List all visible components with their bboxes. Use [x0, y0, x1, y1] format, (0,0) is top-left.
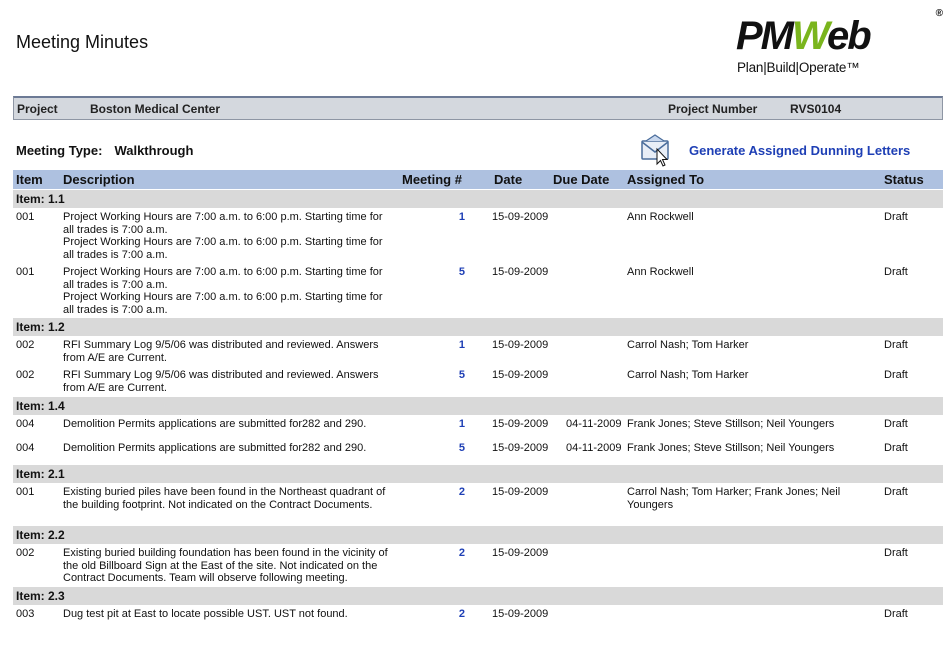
group-header: Item: 1.2: [13, 318, 943, 336]
row-description: Dug test pit at East to locate possible UST. UST not found.: [63, 608, 348, 620]
row-status: Draft: [884, 486, 908, 498]
row-meeting-link[interactable]: 5: [458, 442, 465, 454]
row-date: 15-09-2009: [492, 547, 549, 559]
row-item: 002: [16, 547, 35, 559]
group-header: Item: 2.2: [13, 526, 943, 544]
col-assigned-to: Assigned To: [627, 172, 705, 187]
col-status: Status: [884, 172, 924, 187]
row-assigned-to: Carrol Nash; Tom Harker: [627, 339, 749, 351]
logo-tagline: Plan|Build|Operate™: [737, 60, 860, 75]
row-date: 15-09-2009: [492, 442, 549, 454]
row-due-date: 04-11-2009: [566, 418, 622, 430]
row-description: Project Working Hours are 7:00 a.m. to 6:00 p.m. Starting time for all trades is 7:00 a.m. Project Working Hours are 7:00 a.m. to 6:00 p.m. Starting time for all trades is 7:00 a.m.: [63, 266, 383, 316]
project-info-bar: [13, 96, 943, 120]
row-item: 004: [16, 442, 35, 454]
row-status: Draft: [884, 369, 908, 381]
row-assigned-to: Frank Jones; Steve Stillson; Neil Youngers: [627, 418, 835, 430]
row-date: 15-09-2009: [492, 266, 549, 278]
row-assigned-to: Ann Rockwell: [627, 266, 694, 278]
group-header: Item: 2.3: [13, 587, 943, 605]
row-item: 001: [16, 266, 35, 278]
meeting-type: [16, 143, 193, 158]
page-title: Meeting Minutes: [16, 32, 149, 52]
row-status: Draft: [884, 211, 908, 223]
row-status: Draft: [884, 339, 908, 351]
table-column-header: [13, 170, 943, 189]
pmweb-logo: [733, 8, 945, 80]
row-meeting-link[interactable]: 2: [458, 608, 465, 620]
row-date: 15-09-2009: [492, 211, 549, 223]
project-name: Boston Medical Center: [90, 102, 221, 116]
row-assigned-to: Carrol Nash; Tom Harker; Frank Jones; Neil Youngers: [627, 486, 841, 511]
row-status: Draft: [884, 442, 908, 454]
logo-wordmark: PMWeb: [736, 14, 870, 58]
row-item: 001: [16, 486, 35, 498]
row-description: Existing buried building foundation has been found in the vicinity of the old Billboard Sign at the East of the site. Not indicated on the Contract Documents. Team will observe following meeting.: [63, 547, 388, 584]
row-description: Demolition Permits applications are submitted for282 and 290.: [63, 418, 367, 430]
group-header: Item: 1.4: [13, 397, 943, 415]
row-date: 15-09-2009: [492, 369, 549, 381]
row-assigned-to: Carrol Nash; Tom Harker: [627, 369, 749, 381]
row-description: Existing buried piles have been found in the Northeast quadrant of the building footprint. Not indicated on the Contract Documents.: [63, 486, 386, 511]
row-assigned-to: Frank Jones; Steve Stillson; Neil Youngers: [627, 442, 835, 454]
row-meeting-link[interactable]: 5: [458, 369, 465, 381]
row-date: 15-09-2009: [492, 339, 549, 351]
col-item: Item: [16, 172, 43, 187]
row-status: Draft: [884, 608, 908, 620]
group-header: Item: 1.1: [13, 190, 943, 208]
row-description: RFI Summary Log 9/5/06 was distributed and reviewed. Answers from A/E are Current.: [63, 369, 379, 394]
col-description: Description: [63, 172, 135, 187]
col-due-date: Due Date: [553, 172, 610, 187]
row-date: 15-09-2009: [492, 418, 549, 430]
row-item: 001: [16, 211, 35, 223]
row-meeting-link[interactable]: 2: [458, 547, 465, 559]
row-assigned-to: Ann Rockwell: [627, 211, 694, 223]
row-status: Draft: [884, 547, 908, 559]
row-status: Draft: [884, 418, 908, 430]
row-item: 002: [16, 339, 35, 351]
row-meeting-link[interactable]: 1: [458, 211, 465, 223]
row-date: 15-09-2009: [492, 608, 549, 620]
row-description: Demolition Permits applications are submitted for282 and 290.: [63, 442, 367, 454]
row-item: 004: [16, 418, 35, 430]
project-number-label: Project Number: [668, 102, 758, 116]
row-date: 15-09-2009: [492, 486, 549, 498]
row-item: 003: [16, 608, 35, 620]
row-description: RFI Summary Log 9/5/06 was distributed and reviewed. Answers from A/E are Current.: [63, 339, 379, 364]
row-due-date: 04-11-2009: [566, 442, 622, 454]
col-meeting-number: Meeting #: [402, 172, 462, 187]
generate-dunning-letters-link[interactable]: Generate Assigned Dunning Letters: [689, 143, 911, 158]
envelope-cursor-icon[interactable]: [640, 133, 674, 167]
project-label: Project: [17, 102, 58, 116]
col-date: Date: [494, 172, 523, 187]
row-meeting-link[interactable]: 1: [458, 339, 465, 351]
row-meeting-link[interactable]: 2: [458, 486, 465, 498]
project-number-value: RVS0104: [790, 102, 842, 116]
row-meeting-link[interactable]: 5: [458, 266, 465, 278]
row-item: 002: [16, 369, 35, 381]
row-meeting-link[interactable]: 1: [458, 418, 465, 430]
group-header: Item: 2.1: [13, 465, 943, 483]
row-status: Draft: [884, 266, 908, 278]
meeting-type-value: Walkthrough: [114, 143, 194, 158]
logo-registered-mark: ®: [935, 8, 943, 19]
row-description: Project Working Hours are 7:00 a.m. to 6:00 p.m. Starting time for all trades is 7:00 a.m. Project Working Hours are 7:00 a.m. to 6:00 p.m. Starting time for all trades is 7:00 a.m.: [63, 211, 383, 261]
meeting-type-label: Meeting Type:: [16, 143, 103, 158]
